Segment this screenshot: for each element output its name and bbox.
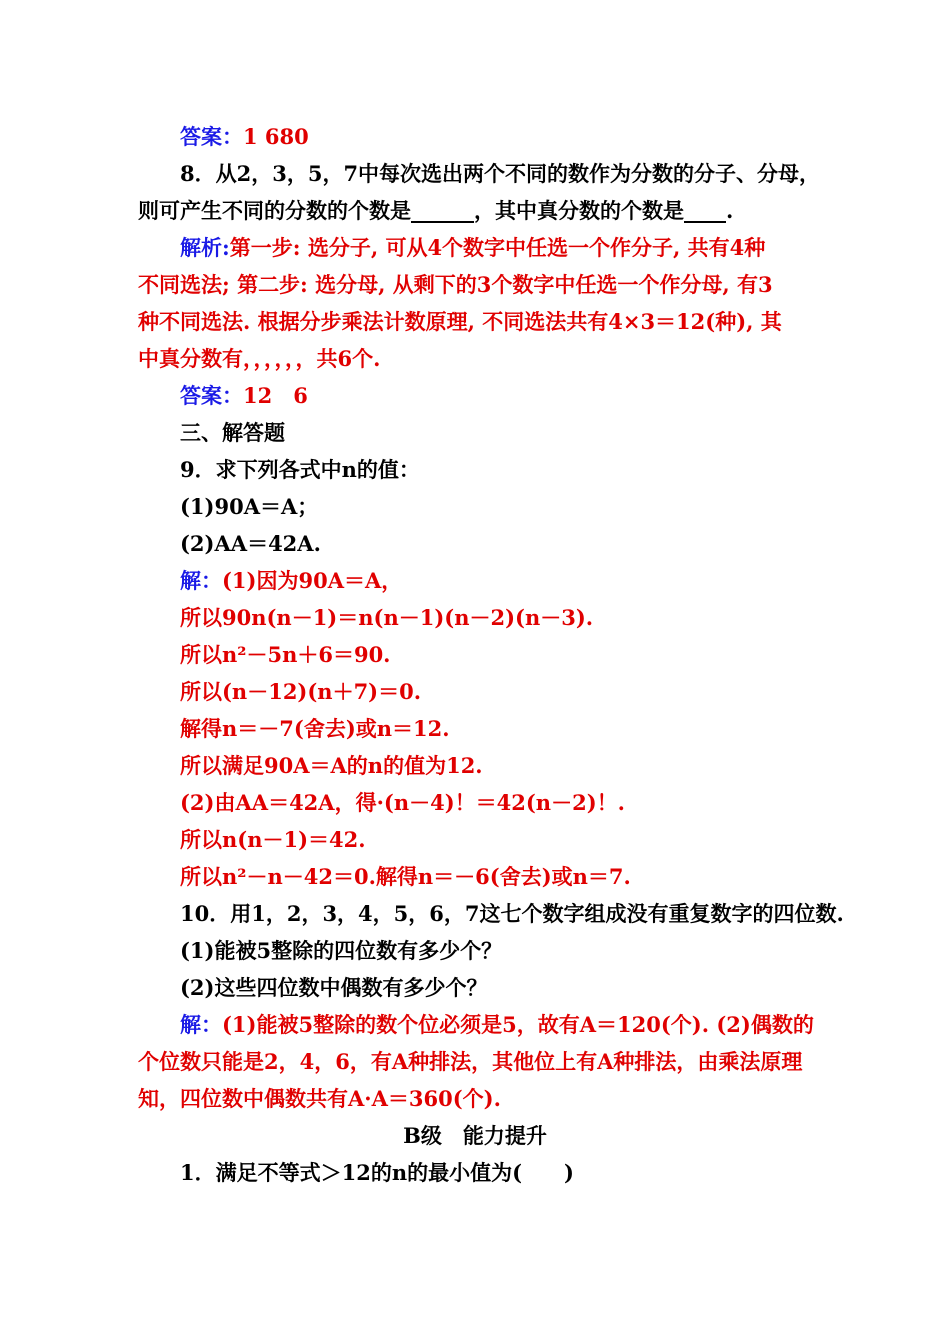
question-10-part-2: (2)这些四位数中偶数有多少个？: [180, 975, 488, 1000]
analysis-8-line-3: 种不同选法. 根据分步乘法计数原理, 不同选法共有4×3＝12(种), 其: [138, 309, 782, 334]
answer-7: [180, 124, 309, 150]
solution-text: (1)因为90A＝A，: [222, 568, 403, 593]
level-b-heading: B级 能力提升: [403, 1123, 547, 1148]
solution-9-line-8: 所以n(n－1)＝42.: [180, 827, 366, 852]
solution-9-line-4: 所以(n－12)(n＋7)＝0.: [180, 679, 422, 704]
solution-9-line-3: 所以n²－5n＋6＝90.: [180, 642, 391, 667]
solution-10-line-3: 知，四位数中偶数共有A·A＝360(个).: [138, 1086, 501, 1111]
question-9-part-1: (1)90A＝A；: [180, 494, 319, 519]
section-heading: 三、解答题: [180, 420, 285, 445]
solution-9-line-7: (2)由AA＝42A，得·(n－4)！＝42(n－2)！.: [180, 790, 625, 815]
question-10: 10．用1，2，3，4，5，6，7这七个数字组成没有重复数字的四位数.: [180, 901, 844, 926]
question-9: 9．求下列各式中n的值：: [180, 457, 420, 482]
question-8-line-2: 则可产生不同的分数的个数是______，其中真分数的个数是____.: [138, 198, 734, 223]
analysis-8-line-2: 不同选法; 第二步: 选分母, 从剩下的3个数字中任选一个作分母, 有3: [138, 272, 773, 297]
answer-label: 答案：: [180, 383, 243, 408]
answer-label: 答案：: [180, 124, 243, 149]
solution-9-line-1: [180, 568, 402, 594]
solution-text: (1)能被5整除的数个位必须是5，故有A＝120(个). (2)偶数的: [222, 1012, 814, 1037]
solution-10-line-1: [180, 1012, 814, 1038]
solution-9-line-2: 所以90n(n－1)＝n(n－1)(n－2)(n－3).: [180, 605, 594, 630]
solution-9-line-5: 解得n＝－7(舍去)或n＝12.: [180, 716, 450, 741]
solution-9-line-9: 所以n²－n－42＝0.解得n＝－6(舍去)或n＝7.: [180, 864, 631, 889]
answer-value: 1 680: [243, 124, 309, 149]
solution-9-line-6: 所以满足90A＝A的n的值为12.: [180, 753, 483, 778]
question-8-line-1: 8．从2，3，5，7中每次选出两个不同的数作为分数的分子、分母，: [180, 161, 821, 186]
question-10-part-1: (1)能被5整除的四位数有多少个？: [180, 938, 503, 963]
answer-8: [180, 383, 308, 409]
question-b-1: 1．满足不等式＞12的n的最小值为( ): [180, 1160, 574, 1185]
analysis-label: 解析:: [180, 235, 230, 260]
solution-label: 解：: [180, 568, 222, 593]
solution-label: 解：: [180, 1012, 222, 1037]
analysis-8-line-4: 中真分数有，，，，，，共6个.: [138, 346, 381, 371]
answer-value: 12 6: [243, 383, 308, 408]
question-9-part-2: (2)AA＝42A.: [180, 531, 321, 556]
analysis-8-line-1: [180, 235, 765, 261]
solution-10-line-2: 个位数只能是2，4，6，有A种排法，其他位上有A种排法，由乘法原理: [138, 1049, 803, 1074]
analysis-text: 第一步: 选分子, 可从4个数字中任选一个作分子, 共有4种: [229, 235, 766, 260]
